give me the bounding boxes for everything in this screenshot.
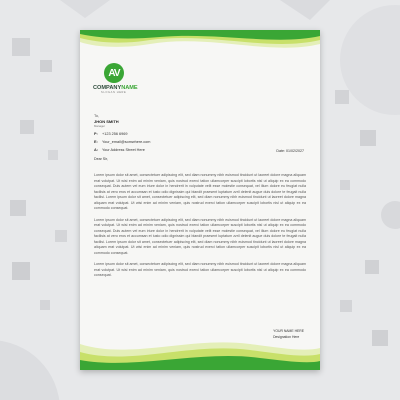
footer-wave [80, 330, 320, 370]
header-wave [80, 30, 320, 62]
greeting: Dear Sir, [94, 157, 108, 161]
signer-name: YOUR NAME HERE [273, 329, 304, 333]
company-name: COMPANYNAME [93, 85, 138, 91]
recipient-role: Manager [94, 124, 106, 128]
recipient-block [94, 114, 150, 154]
body-paragraph: Lorem ipsum dolor sit amet, consectetuer adipiscing elit, sed diam nonummy nibh euismod tincidunt ut laoreet dolore magna aliquam erat volutpat. Ut wisi enim ad minim veniam, quis nostrud exerci tation ullamcorper suscipit lobortis nisl ut aliquip ex ea commodo consequat. [94, 262, 306, 277]
letter-body [94, 173, 306, 285]
logo-mark-icon: AV [104, 63, 124, 83]
signer-designation: Designation Here [273, 335, 300, 339]
to-label: To, [94, 114, 100, 118]
contact-phone: P: +123 256 6969 [94, 132, 128, 136]
contact-address: A: Your Address Street Here [94, 148, 145, 152]
letterhead-page [80, 30, 320, 370]
recipient-name: JHON SMITH [94, 119, 119, 124]
body-paragraph: Lorem ipsum dolor sit amet, consectetuer adipiscing elit, sed diam nonummy nibh euismod tincidunt ut laoreet dolore magna aliquam erat volutpat. Ut wisi enim ad minim veniam, quis nostrud exerci tation ullamcorper suscipit lobortis nisl ut aliquip ex ea commodo consequat. Duis autem vel eum iriure dolor in hendrerit in vulputate velit esse molestie consequat, vel illum dolore eu feugiat nulla facilisis at vero eros et accumsan et iusto odio dignissim qui blandit praesent luptatum zzril delenit augue duis dolore te feugait nulla facilisi. Lorem ipsum dolor sit amet, consectetuer adipiscing elit, sed diam nonummy nibh euismod tincidunt ut laoreet dolore magna aliquam erat volutpat. Ut wisi enim ad minim veniam, quis nostrud exerci tation ullamcorper suscipit lobortis nisl ut aliquip ex ea commodo consequat. [94, 217, 306, 255]
body-paragraph: Lorem ipsum dolor sit amet, consectetuer adipiscing elit, sed diam nonummy nibh euismod tincidunt ut laoreet dolore magna aliquam erat volutpat. Ut wisi enim ad minim veniam, quis nostrud exerci tation ullamcorper suscipit lobortis nisl ut aliquip ex ea commodo consequat. Duis autem vel eum iriure dolor in hendrerit in vulputate velit esse molestie consequat, vel illum dolore eu feugiat nulla facilisis at vero eros et accumsan et iusto odio dignissim qui blandit praesent luptatum zzril delenit augue duis dolore te feugait nulla facilisi. Lorem ipsum dolor sit amet, consectetuer adipiscing elit, sed diam nonummy nibh euismod tincidunt ut laoreet dolore magna aliquam erat volutpat. Ut wisi enim ad minim veniam, quis nostrud exerci tation ullamcorper suscipit lobortis nisl ut aliquip ex ea commodo consequat. [94, 173, 306, 210]
letter-date: Date: 01/02/2027 [276, 149, 304, 153]
contact-email: E: Your_email@somwhere.com [94, 140, 151, 144]
company-tagline: SLOGAN HERE [101, 91, 127, 94]
company-logo [93, 63, 153, 94]
